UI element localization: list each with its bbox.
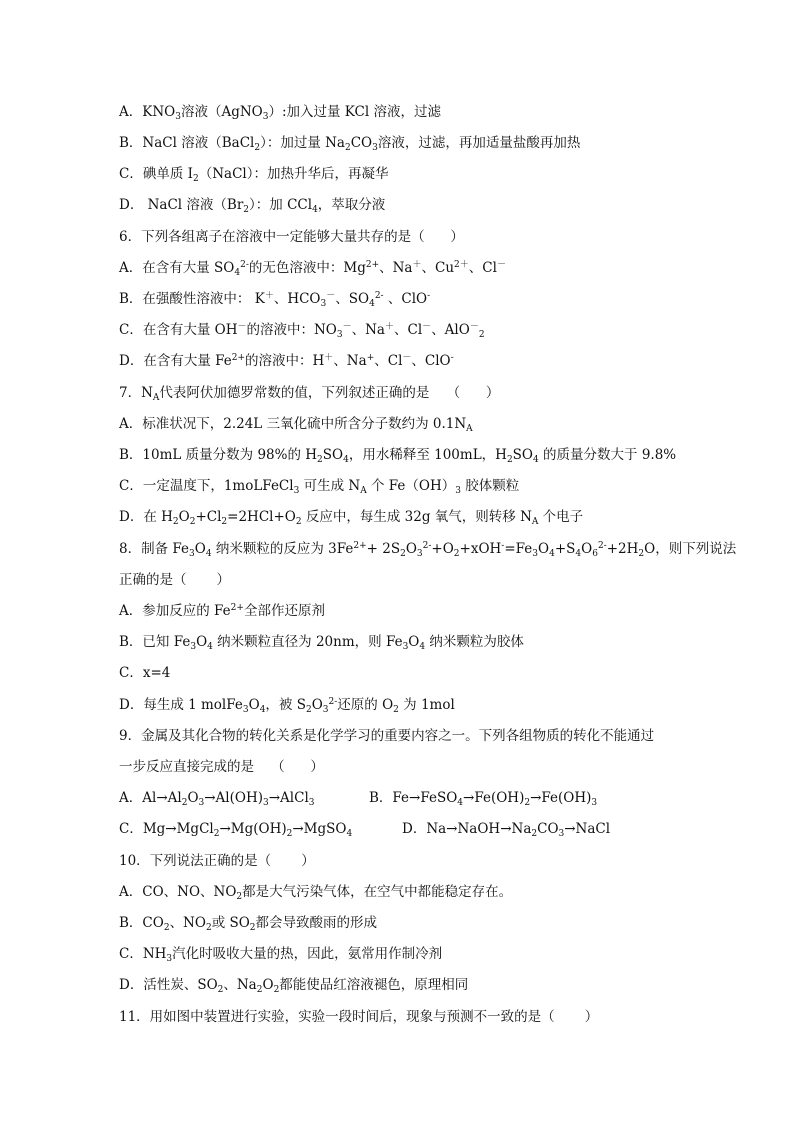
text-line: A．CO、NO、$NO_2$都是大气污染气体，在空气中都能稳定存在。 — [119, 884, 513, 902]
text-line: D．每生成 1 $molFe_3O_4$，被 $S_2O_3^{2-}$还原的 $O_2$ 为 1mol — [119, 697, 455, 715]
text-line: 一步反应直接完成的是 （ ） — [119, 759, 324, 775]
text-line: 6．下列各组离子在溶液中一定能够大量共存的是（ ） — [119, 229, 464, 245]
text-line: C．x=4 — [119, 665, 171, 681]
text-line: A．参加反应的 $Fe^{2+}$全部作还原剂 — [119, 603, 325, 619]
text-line: B．已知 $Fe_3O_4$ 纳米颗粒直径为 20nm，则 $Fe_3O_4$ 纳米颗粒为胶体 — [119, 634, 524, 652]
text-line: B．$CO_2$、$NO_2$或 $SO_2$都会导致酸雨的形成 — [119, 915, 378, 933]
text-line: D．在 $H_2O_2+Cl_2=2HCl+O_2$ 反应中，每生成 32g 氧气，则转移 $N_A$ 个电子 — [119, 509, 584, 527]
text-line: D．在含有大量 $Fe^{2+}$的溶液中：H＋、Na+、Cl－、ClO- — [119, 353, 454, 369]
text-line: 正确的是（ ） — [119, 572, 231, 588]
text-line: C．一定温度下，1moLFeCl$_3$ 可生成 $N_A$ 个 $Fe(OH)_3$ 胶体颗粒 — [119, 478, 520, 496]
text-line: A．$Al\to Al_2O_3\to Al(OH)_3\to AlCl_3$ — [119, 790, 315, 808]
text-line: C．在含有大量 OH－的溶液中：$NO_3^-$、Na＋、Cl－、AlO－$_2$ — [119, 322, 485, 340]
text-line: 8．制备 $Fe_3O_4$ 纳米颗粒的反应为 $3Fe^{2+}+ 2S_2O_3^{2-}+O_2+xOH^-=Fe_3O_4+S_4O_6^{2-}+2H_2O$，则下列说法 — [119, 541, 737, 559]
text-line: 11．用如图中装置进行实验，实验一段时间后，现象与预测不一致的是（ ） — [119, 1009, 599, 1025]
text-line-column-2: D．$Na\to NaOH\to Na_2CO_3\to NaCl$ — [402, 821, 611, 839]
text-line: B．10mL 质量分数为 98%的 $H_2SO_4$，用水稀释至 100mL，$H_2SO_4$ 的质量分数大于 9.8% — [119, 447, 677, 465]
text-line: 10．下列说法正确的是（ ） — [119, 853, 315, 869]
text-line: B．NaCl 溶液（BaCl$_2$）：加过量 $Na_2CO_3$溶液，过滤，再加适量盐酸再加热 — [119, 135, 581, 153]
text-line: C．$Mg\to MgCl_2\to Mg(OH)_2\to MgSO_4$ — [119, 821, 353, 839]
text-line: D． NaCl 溶液$(Br_2)$：加 CCl$_4$，萃取分液 — [119, 197, 386, 215]
text-line: A．在含有大量 $SO_4^{2-}$的无色溶液中：$Mg^{2+}$、Na＋、$Cu^{2+}$、Cl－ — [119, 260, 506, 278]
text-line: A．标准状况下，2.24L 三氧化硫中所含分子数约为 $0.1N_A$ — [119, 416, 473, 434]
text-line: C．碘单质 $I_2(NaCl)$：加热升华后，再凝华 — [119, 166, 389, 184]
text-line-column-2: B．$Fe\to FeSO_4\to Fe(OH)_2\to Fe(OH)_3$ — [369, 790, 598, 808]
text-line: C．$NH_3$汽化时吸收大量的热，因此，氨常用作制冷剂 — [119, 946, 443, 964]
text-line: 9．金属及其化合物的转化关系是化学学习的重要内容之一。下列各组物质的转化不能通过 — [119, 728, 655, 744]
text-line: A．$KNO_3$溶液（AgNO$_3$）:加入过量 KCl 溶液，过滤 — [119, 104, 441, 122]
text-line: D．活性炭、$SO_2$、$Na_2O_2$都能使品红溶液褪色，原理相同 — [119, 977, 469, 995]
text-line: B．在强酸性溶液中： K＋、$HCO_3^-$、$SO_4^{2-}$ 、ClO- — [119, 291, 431, 309]
text-line: 7．$N_A$代表阿伏加德罗常数的值，下列叙述正确的是 （ ） — [119, 385, 500, 403]
